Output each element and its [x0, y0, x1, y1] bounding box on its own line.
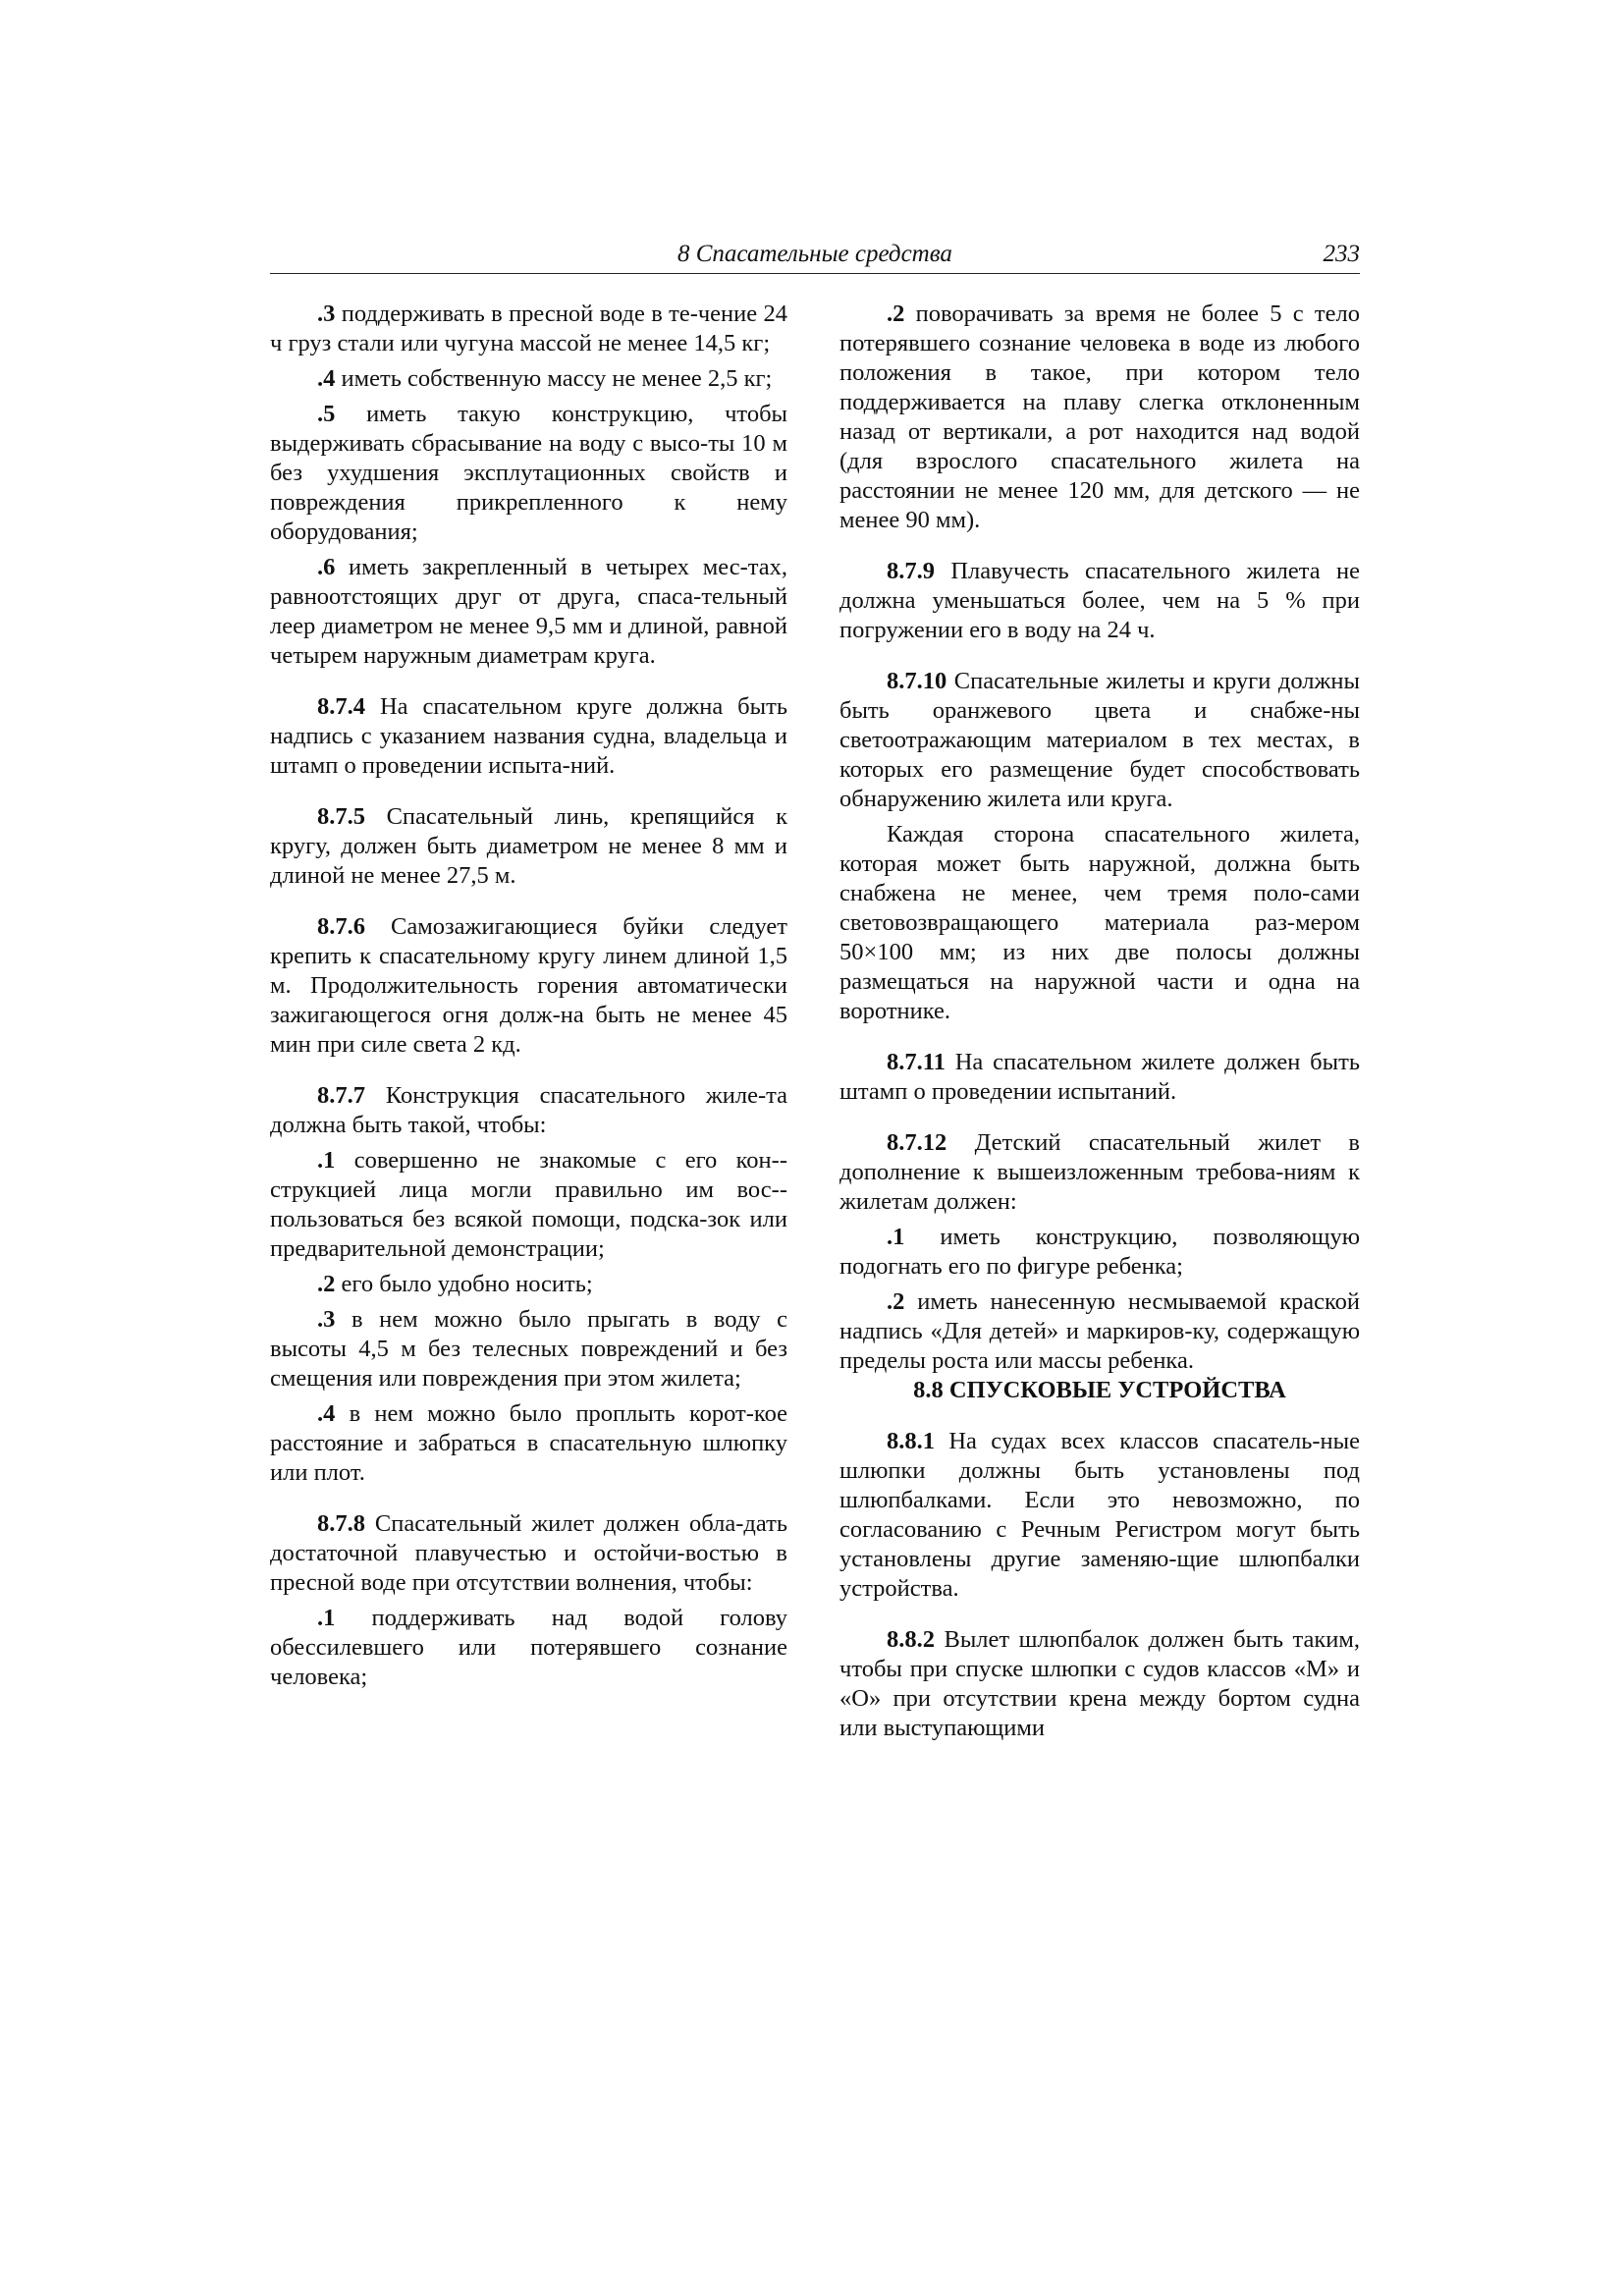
clause-number: 8.8.2	[887, 1626, 935, 1653]
clause-8-7-9	[839, 557, 1360, 645]
list-item	[270, 300, 787, 358]
clause-number: 8.7.11	[887, 1049, 946, 1075]
clause-text: Спасательный жилет должен обла-дать достаточной плавучестью и остойчи-востью в пресной воде при отсутствии волнения, чтобы:	[270, 1510, 787, 1596]
item-number: .2	[887, 301, 905, 327]
right-column	[839, 300, 1360, 1743]
clause-number: 8.7.4	[317, 693, 365, 720]
clause-number: 8.7.9	[887, 558, 935, 584]
list-item	[270, 400, 787, 547]
clause-text: На судах всех классов спасатель-ные шлюпки должны быть установлены под шлюпбалками. Если это невозможно, по согласованию с Речным Регистром могут быть установлены другие заменяю-щие шлюпбалки устройства.	[839, 1428, 1360, 1602]
item-number: .2	[887, 1288, 905, 1315]
clause-text: Спасательный линь, крепящийся к кругу, должен быть диаметром не менее 8 мм и длиной не менее 27,5 м.	[270, 803, 787, 889]
item-text: поворачивать за время не более 5 с тело потерявшего сознание человека в воде из любого положения в такое, при котором тело поддерживается на плаву слегка отклоненным назад от вертикали, а рот находится над водой (для взрослого спасательного жилета на расстоянии не менее 120 мм, для детского — не менее 90 мм).	[839, 301, 1360, 533]
item-number: .3	[317, 301, 336, 327]
item-text: в нем можно было проплыть корот-кое расстояние и забраться в спасательную шлюпку или плот.	[270, 1400, 787, 1486]
clause-text: Детский спасательный жилет в дополнение к вышеизложенным требова-ниям к жилетам должен:	[839, 1129, 1360, 1215]
item-number: .4	[317, 365, 336, 392]
list-item	[839, 1223, 1360, 1282]
paragraph-text: Каждая сторона спасательного жилета, которая может быть наружной, должна быть снабжена не менее, чем тремя поло-сами световозвращающего материала раз-мером 50×100 мм; из них две полосы должны размещаться на наружной части и одна на воротнике.	[839, 821, 1360, 1024]
clause-number: 8.7.6	[317, 913, 365, 940]
clause-text: На спасательном жилете должен быть штамп о проведении испытаний.	[839, 1049, 1360, 1105]
item-number: .3	[317, 1306, 336, 1333]
left-column	[270, 300, 787, 1692]
item-text: поддерживать в пресной воде в те-чение 24 ч груз стали или чугуна массой не менее 14,5 кг;	[270, 301, 787, 356]
item-text: иметь такую конструкцию, чтобы выдерживать сбрасывание на воду с высо-ты 10 м без ухудшения эксплутационных свойств и повреждения прикрепленного к нему оборудования;	[270, 401, 787, 545]
list-item	[270, 1146, 787, 1264]
item-number: .1	[317, 1605, 336, 1631]
clause-number: 8.7.7	[317, 1082, 365, 1109]
list-item	[270, 1305, 787, 1394]
chapter-title: 8 Спасательные средства	[677, 241, 952, 267]
item-number: .1	[317, 1147, 336, 1174]
item-number: .2	[317, 1271, 336, 1297]
clause-8-7-8	[270, 1509, 787, 1598]
section-heading	[839, 1376, 1360, 1405]
item-text: его было удобно носить;	[335, 1271, 593, 1297]
clause-number: 8.7.10	[887, 668, 947, 694]
clause-text: Спасательные жилеты и круги должны быть оранжевого цвета и снабже-ны светоотражающим материалом в тех местах, в которых его размещение будет способствовать обнаружению жилета или круга.	[839, 668, 1360, 812]
list-item	[270, 364, 787, 394]
list-item	[270, 1399, 787, 1488]
item-number: .4	[317, 1400, 336, 1427]
clause-8-7-10	[839, 667, 1360, 814]
clause-text: Самозажигающиеся буйки следует крепить к спасательному кругу линем длиной 1,5 м. Продолжительность горения автоматически зажигающегося огня долж-на быть не менее 45 мин при силе света 2 кд.	[270, 913, 787, 1058]
clause-text: Плавучесть спасательного жилета не должна уменьшаться более, чем на 5 % при погружении его в воду на 24 ч.	[839, 558, 1360, 643]
page-header	[270, 236, 1360, 274]
clause-number: 8.8.1	[887, 1428, 935, 1454]
list-item	[839, 1287, 1360, 1376]
clause-number: 8.7.5	[317, 803, 365, 830]
clause-8-7-11	[839, 1048, 1360, 1107]
item-text: иметь конструкцию, позволяющую подогнать его по фигуре ребенка;	[839, 1224, 1360, 1280]
item-text: совершенно не знакомые с его кон-струкцией лица могли правильно им вос-пользоваться без всякой помощи, подска-зок или предварительной демонстрации;	[270, 1147, 787, 1262]
clause-8-7-7	[270, 1081, 787, 1140]
paragraph	[839, 820, 1360, 1026]
clause-8-7-6	[270, 912, 787, 1060]
item-text: иметь нанесенную несмываемой краской надпись «Для детей» и маркиров-ку, содержащую пределы роста или массы ребенка.	[839, 1288, 1360, 1374]
list-item	[270, 553, 787, 671]
clause-8-7-12	[839, 1128, 1360, 1217]
heading-text: 8.8 СПУСКОВЫЕ УСТРОЙСТВА	[913, 1377, 1286, 1403]
clause-8-8-2	[839, 1625, 1360, 1743]
list-item	[270, 1604, 787, 1692]
item-number: .5	[317, 401, 336, 427]
clause-number: 8.7.12	[887, 1129, 947, 1156]
list-item	[270, 1270, 787, 1299]
clause-text: Конструкция спасательного жиле-та должна быть такой, чтобы:	[270, 1082, 787, 1138]
item-text: иметь собственную массу не менее 2,5 кг;	[335, 365, 773, 392]
clause-text: На спасательном круге должна быть надпись с указанием названия судна, владельца и штамп о проведении испыта-ний.	[270, 693, 787, 779]
item-text: в нем можно было прыгать в воду с высоты 4,5 м без телесных повреждений и без смещения или повреждения при этом жилета;	[270, 1306, 787, 1392]
clause-8-7-4	[270, 692, 787, 781]
item-number: .1	[887, 1224, 905, 1250]
item-text: поддерживать над водой голову обессилевшего или потерявшего сознание человека;	[270, 1605, 787, 1690]
clause-text: Вылет шлюпбалок должен быть таким, чтобы при спуске шлюпки с судов классов «М» и «О» при отсутствии крена между бортом судна или выступающими	[839, 1626, 1360, 1741]
clause-8-8-1	[839, 1427, 1360, 1604]
page-number: 233	[1323, 241, 1360, 267]
list-item	[839, 300, 1360, 535]
clause-number: 8.7.8	[317, 1510, 365, 1537]
item-text: иметь закрепленный в четырех мес-тах, равноотстоящих друг от друга, спаса-тельный леер диаметром не менее 9,5 мм и длиной, равной четырем наружным диаметрам круга.	[270, 554, 787, 669]
clause-8-7-5	[270, 802, 787, 891]
item-number: .6	[317, 554, 336, 580]
